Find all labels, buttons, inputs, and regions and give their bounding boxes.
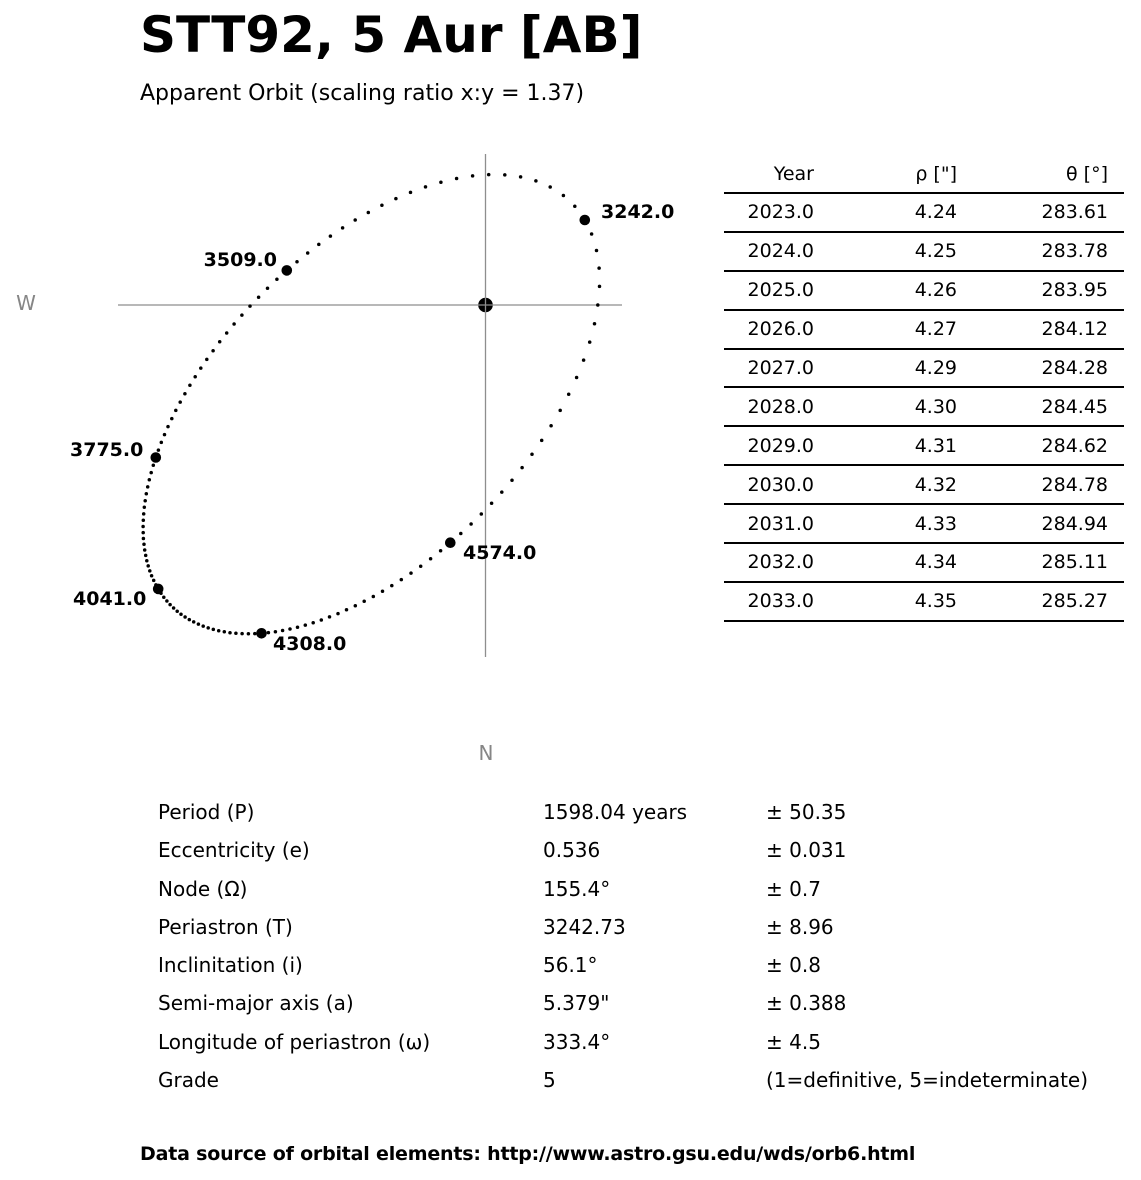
orbit-dot <box>152 463 156 467</box>
orbit-dot <box>490 502 494 506</box>
orbit-dot <box>595 249 599 253</box>
orbit-dot <box>281 629 285 633</box>
orbit-dot <box>354 604 358 608</box>
element-error: ± 0.8 <box>766 953 821 978</box>
orbit-dot <box>179 612 183 616</box>
orbit-dot <box>170 417 174 421</box>
orbit-dot <box>240 632 244 636</box>
orbit-dot <box>267 631 271 635</box>
orbit-dot <box>459 532 463 536</box>
year-cell: 2033.0 <box>724 582 818 621</box>
ephemeris-table <box>724 156 1124 622</box>
rho-cell: 4.30 <box>818 387 961 426</box>
element-value: 56.1° <box>543 953 598 978</box>
element-label: Longitude of periastron (ω) <box>158 1029 431 1054</box>
orbit-dot <box>598 285 602 289</box>
epoch-dot <box>256 628 267 639</box>
orbit-dot <box>162 595 166 599</box>
rho-cell: 4.24 <box>818 193 961 232</box>
orbit-dot <box>336 612 340 616</box>
element-value: 5.379" <box>543 991 610 1016</box>
orbit-dot <box>409 571 413 575</box>
orbit-dot <box>141 525 145 529</box>
orbit-dot <box>150 574 154 578</box>
orbit-dot <box>534 179 538 183</box>
epoch-dot <box>580 215 591 226</box>
orbit-dot <box>381 590 385 594</box>
orbit-dot <box>582 358 586 362</box>
orbit-dot <box>520 466 524 470</box>
orbit-dot <box>429 557 433 561</box>
table-row <box>724 582 1124 621</box>
element-row <box>158 870 1098 908</box>
orbit-dot <box>253 632 256 636</box>
orbit-dot <box>141 531 145 535</box>
epoch-label: 3775.0 <box>70 439 144 461</box>
orbit-dot <box>248 304 252 308</box>
year-cell: 2025.0 <box>724 271 818 310</box>
orbit-dot <box>142 537 146 541</box>
orbit-dot <box>143 506 147 510</box>
orbit-dot <box>172 606 176 610</box>
orbit-dot <box>146 485 150 489</box>
orbit-dot <box>394 197 398 201</box>
element-error: (1=definitive, 5=indeterminate) <box>766 1068 1089 1093</box>
orbit-dot <box>353 218 357 222</box>
orbit-dot <box>183 392 187 396</box>
epoch-label: 3509.0 <box>203 249 277 271</box>
theta-cell: 284.62 <box>961 426 1124 465</box>
orbit-dot <box>183 615 187 619</box>
orbit-dot <box>548 185 552 189</box>
table-row <box>724 271 1124 310</box>
orbit-dot <box>362 600 366 604</box>
theta-cell: 285.11 <box>961 543 1124 582</box>
epoch-label: 4574.0 <box>463 542 537 564</box>
year-cell: 2030.0 <box>724 465 818 504</box>
orbit-dot <box>149 471 153 475</box>
element-error: ± 0.031 <box>766 838 847 863</box>
element-row <box>158 908 1098 946</box>
table-row <box>724 310 1124 349</box>
orbit-dot <box>593 322 597 326</box>
theta-cell: 284.78 <box>961 465 1124 504</box>
orbit-dot <box>562 194 566 198</box>
orbit-dots-group <box>141 173 601 636</box>
orbit-dot <box>168 603 172 607</box>
rho-cell: 4.33 <box>818 504 961 543</box>
orbit-dot <box>193 375 197 379</box>
rho-cell: 4.31 <box>818 426 961 465</box>
orbit-dot <box>142 512 146 516</box>
theta-cell: 283.78 <box>961 232 1124 271</box>
orbit-dot <box>257 295 261 299</box>
col-header-rho: ρ ["] <box>818 156 961 193</box>
orbit-dot <box>163 433 167 437</box>
epoch-dot <box>282 265 293 276</box>
orbit-dot <box>145 492 149 496</box>
theta-cell: 284.12 <box>961 310 1124 349</box>
orbit-dot <box>549 424 553 428</box>
element-row <box>158 1061 1098 1099</box>
element-row <box>158 946 1098 984</box>
table-row <box>724 232 1124 271</box>
orbit-dot <box>288 627 292 631</box>
orbit-dot <box>217 629 221 633</box>
orbit-dot <box>201 624 205 628</box>
year-cell: 2024.0 <box>724 232 818 271</box>
table-row <box>724 426 1124 465</box>
orbit-dot <box>275 278 279 282</box>
orbit-dot <box>575 376 579 380</box>
orbit-dot <box>144 554 148 558</box>
orbit-dot <box>419 564 423 568</box>
orbit-dot <box>197 622 201 626</box>
orbit-dot <box>225 331 229 335</box>
orbit-dot <box>439 181 443 185</box>
table-row <box>724 543 1124 582</box>
orbit-dot <box>234 632 238 636</box>
orbit-dot <box>142 519 146 523</box>
rho-cell: 4.29 <box>818 349 961 388</box>
orbit-dot <box>199 366 203 370</box>
orbit-dot <box>160 441 164 445</box>
orbit-dot <box>152 579 156 583</box>
year-cell: 2028.0 <box>724 387 818 426</box>
theta-cell: 284.94 <box>961 504 1124 543</box>
orbit-dot <box>247 632 251 636</box>
orbit-dot <box>424 185 428 189</box>
orbit-dot <box>471 174 475 178</box>
epoch-dot <box>153 584 164 595</box>
element-row <box>158 831 1098 869</box>
rho-cell: 4.34 <box>818 543 961 582</box>
element-row <box>158 1023 1098 1061</box>
ephemeris-header-row <box>724 156 1124 193</box>
element-value: 1598.04 years <box>543 800 688 824</box>
epoch-dot <box>445 537 456 548</box>
orbit-dot <box>455 177 459 181</box>
orbit-dot <box>218 340 222 344</box>
orbit-dot <box>205 358 209 362</box>
table-row <box>724 193 1124 232</box>
orbit-dot <box>367 211 371 215</box>
epoch-label: 3242.0 <box>601 201 675 223</box>
orbit-dot <box>206 626 210 630</box>
element-label: Period (P) <box>158 800 255 824</box>
orbit-dot <box>380 204 384 208</box>
element-error: ± 8.96 <box>766 914 834 939</box>
orbit-dot <box>540 439 544 443</box>
epoch-label: 4308.0 <box>273 633 347 655</box>
data-source-note: Data source of orbital elements: http://www.astro.gsu.edu/wds/orb6.html <box>140 1143 916 1165</box>
orbit-dot <box>188 618 192 622</box>
orbit-dot <box>145 559 149 563</box>
theta-cell: 285.27 <box>961 582 1124 621</box>
theta-cell: 283.61 <box>961 193 1124 232</box>
orbit-dot <box>142 543 146 547</box>
orbit-dot <box>143 499 147 503</box>
orbit-dot <box>503 173 507 177</box>
orbit-dot <box>296 625 300 629</box>
orbit-dot <box>320 618 324 622</box>
element-error: ± 4.5 <box>766 1029 821 1054</box>
table-row <box>724 465 1124 504</box>
year-cell: 2031.0 <box>724 504 818 543</box>
orbit-dot <box>166 425 170 429</box>
theta-cell: 283.95 <box>961 271 1124 310</box>
epoch-dots-group <box>151 215 591 639</box>
element-value: 3242.73 <box>543 914 626 939</box>
table-row <box>724 387 1124 426</box>
orbit-dot <box>295 260 299 264</box>
orbit-dot <box>558 409 562 413</box>
orbit-dot <box>519 175 523 179</box>
year-cell: 2029.0 <box>724 426 818 465</box>
orbit-dot <box>372 595 376 599</box>
orbit-dot <box>390 584 394 588</box>
orbit-dot <box>211 349 215 353</box>
epoch-label: 4041.0 <box>73 588 147 610</box>
orbit-dot <box>439 549 443 553</box>
col-header-theta: θ [°] <box>961 156 1124 193</box>
year-cell: 2032.0 <box>724 543 818 582</box>
table-row <box>724 504 1124 543</box>
rho-cell: 4.32 <box>818 465 961 504</box>
element-label: Eccentricity (e) <box>158 838 310 863</box>
orbit-dot <box>480 512 484 516</box>
orbit-dot <box>175 609 179 613</box>
orbit-dot <box>567 393 571 397</box>
rho-cell: 4.35 <box>818 582 961 621</box>
orbit-dot <box>306 251 310 255</box>
orbit-dot <box>240 313 244 317</box>
orbit-dot <box>143 548 147 552</box>
element-value: 333.4° <box>543 1029 611 1054</box>
orbit-dot <box>178 400 182 404</box>
rho-cell: 4.27 <box>818 310 961 349</box>
west-label: W <box>16 291 36 315</box>
element-error: ± 0.388 <box>766 991 847 1016</box>
orbit-dot <box>345 608 349 612</box>
orbit-dot <box>304 623 308 627</box>
rho-cell: 4.26 <box>818 271 961 310</box>
orbit-dot <box>596 303 600 307</box>
element-label: Inclinitation (i) <box>158 953 303 978</box>
orbit-dot <box>157 448 161 452</box>
orbit-dot <box>573 204 577 208</box>
orbit-dot <box>588 340 592 344</box>
epoch-dot <box>151 452 162 463</box>
orbit-dot <box>341 226 345 230</box>
theta-cell: 284.28 <box>961 349 1124 388</box>
year-cell: 2023.0 <box>724 193 818 232</box>
element-label: Semi-major axis (a) <box>158 991 354 1016</box>
year-cell: 2026.0 <box>724 310 818 349</box>
orbit-dot <box>148 478 152 482</box>
orbit-dot <box>188 384 192 388</box>
orbit-dot <box>146 564 150 568</box>
orbit-dot <box>597 266 601 270</box>
orbit-dot <box>317 243 321 247</box>
element-label: Node (Ω) <box>158 876 248 901</box>
element-value: 0.536 <box>543 838 601 863</box>
table-row <box>724 349 1124 388</box>
orbit-dot <box>400 578 404 582</box>
element-error: ± 50.35 <box>766 800 847 824</box>
orbit-dot <box>500 490 504 494</box>
orbit-dot <box>228 631 232 635</box>
element-row <box>158 984 1098 1022</box>
orbit-dot <box>266 286 270 290</box>
element-label: Grade <box>158 1068 219 1093</box>
orbit-dot <box>148 569 152 573</box>
year-cell: 2027.0 <box>724 349 818 388</box>
element-error: ± 0.7 <box>766 876 821 901</box>
theta-cell: 284.45 <box>961 387 1124 426</box>
orbit-dot <box>232 322 236 326</box>
element-row <box>158 793 1098 831</box>
orbit-dot <box>510 478 514 482</box>
rho-cell: 4.25 <box>818 232 961 271</box>
element-label: Periastron (T) <box>158 914 293 939</box>
page-title: STT92, 5 Aur [AB] <box>140 6 643 64</box>
orbit-dot <box>165 599 169 603</box>
orbit-dot <box>409 191 413 195</box>
orbit-dot <box>223 630 227 634</box>
orbit-dot <box>487 173 491 177</box>
orbit-dot <box>311 621 315 625</box>
orbit-dot <box>328 615 332 619</box>
element-value: 5 <box>543 1068 556 1093</box>
element-value: 155.4° <box>543 876 611 901</box>
orbit-dot <box>530 453 534 457</box>
orbit-dot <box>590 232 594 236</box>
orbit-dot <box>329 234 333 238</box>
col-header-year: Year <box>724 156 818 193</box>
page-subtitle: Apparent Orbit (scaling ratio x:y = 1.37) <box>140 81 585 106</box>
orbital-elements-list <box>158 793 1098 1099</box>
north-label: N <box>478 741 494 765</box>
orbit-dot <box>469 522 473 526</box>
orbit-dot <box>212 628 216 632</box>
orbit-dot <box>192 620 196 624</box>
orbit-dot <box>174 409 178 413</box>
